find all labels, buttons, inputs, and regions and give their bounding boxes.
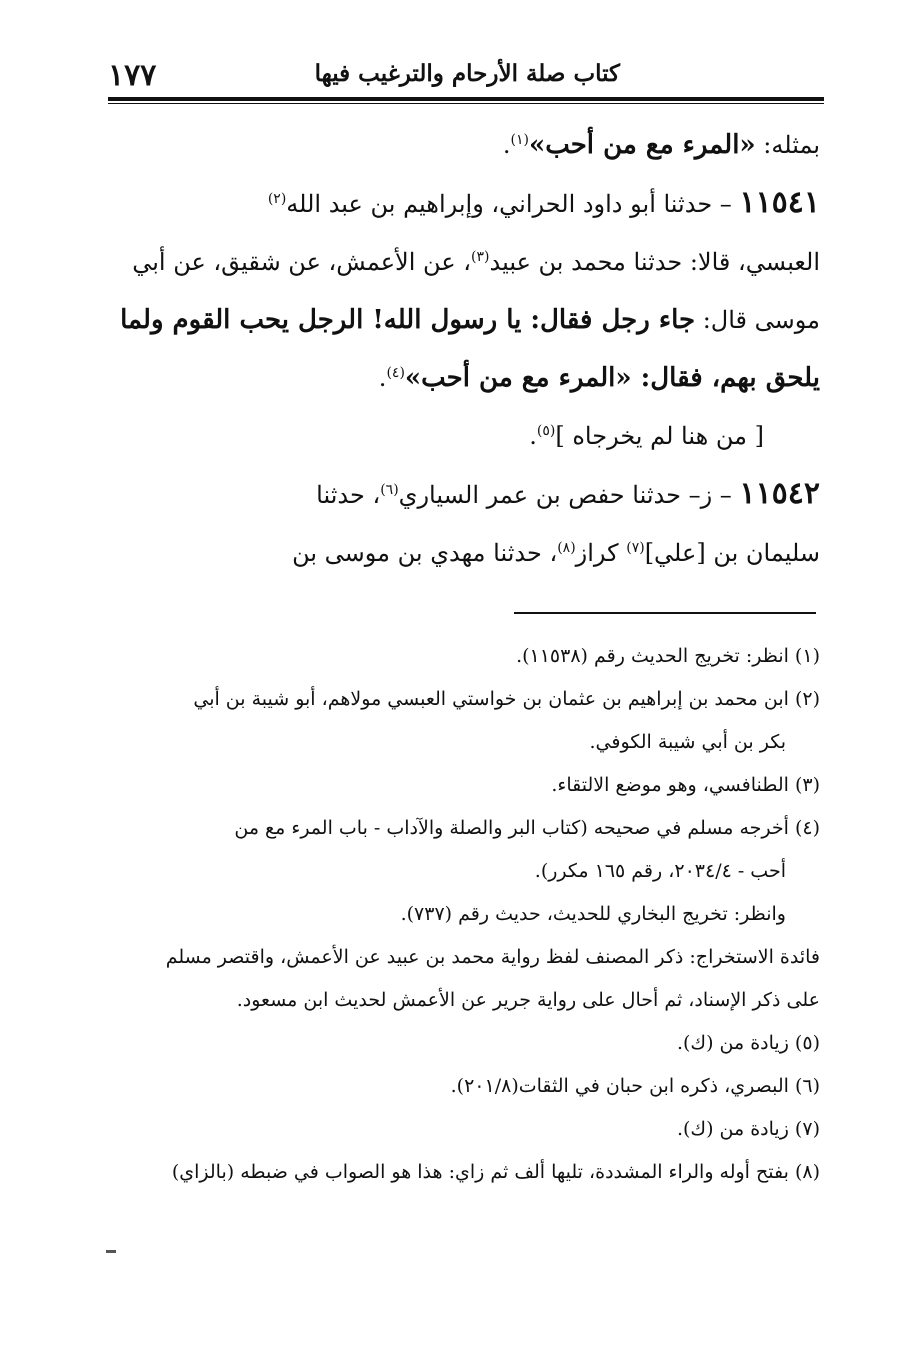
footnote-ref: (٢) bbox=[267, 191, 287, 207]
footnote-4-benefit: فائدة الاستخراج: ذكر المصنف لفظ رواية محمد بن عبيد عن الأعمش، واقتصر مسلم bbox=[165, 946, 820, 968]
footnote-4-cont: أحب - ٢٠٣٤/٤، رقم ١٦٥ مكرر). bbox=[534, 860, 786, 882]
footnote-ref: (٤) bbox=[386, 365, 405, 381]
footnote-ref: (٣) bbox=[471, 249, 490, 265]
text-line: يلحق بهم، فقال: «المرء مع من أحب»$^{(٤)}$. bbox=[378, 363, 820, 393]
footnote-4: (٤) أخرجه مسلم في صحيحه (كتاب البر والصلة والآداب - باب المرء مع من bbox=[234, 817, 820, 839]
footnote-1: (١) انظر: تخريج الحديث رقم (١١٥٣٨). bbox=[516, 645, 820, 667]
footnote-ref: (٨) bbox=[557, 540, 576, 556]
header-rule bbox=[108, 97, 824, 104]
hadith-number: ١١٥٤١ bbox=[739, 185, 820, 220]
footnote-ref: (١) bbox=[510, 132, 529, 148]
hadith-1542: ١١٥٤٢ – ز– حدثنا حفص بن عمر السياري$^{(٦)}$، حدثنا bbox=[316, 476, 820, 511]
footnote-7: (٧) زيادة من (ك). bbox=[676, 1118, 820, 1140]
footnote-4-benefit-cont: على ذكر الإسناد، ثم أحال على رواية جرير عن الأعمش لحديث ابن مسعود. bbox=[236, 989, 820, 1011]
page-header bbox=[108, 58, 824, 96]
text-line: موسى قال: جاء رجل فقال: يا رسول الله! الرجل يحب القوم ولما bbox=[120, 305, 820, 335]
continuation-mark bbox=[106, 1250, 116, 1253]
footnote-3: (٣) الطنافسي، وهو موضع الالتقاء. bbox=[551, 774, 820, 796]
footnote-5: (٥) زيادة من (ك). bbox=[676, 1032, 820, 1054]
page-number: ١٧٧ bbox=[108, 58, 157, 93]
footnote-8: (٨) بفتح أوله والراء المشددة، تليها ألف ثم زاي: هذا هو الصواب في ضبطه (بالزاي) bbox=[171, 1161, 820, 1183]
footnote-4-see-also: وانظر: تخريج البخاري للحديث، حديث رقم (٧٣٧). bbox=[400, 903, 786, 925]
footnote-divider bbox=[514, 612, 816, 614]
footnote-ref: (٥) bbox=[536, 423, 556, 439]
hadith-1541: ١١٥٤١ – حدثنا أبو داود الحراني، وإبراهيم بن عبد الله$^{(٢)}$ bbox=[267, 185, 820, 220]
footnote-ref: (٦) bbox=[380, 482, 399, 498]
footnote-6: (٦) البصري، ذكره ابن حبان في الثقات(٢٠١/٨). bbox=[450, 1075, 820, 1097]
hadith-number: ١١٥٤٢ bbox=[739, 476, 820, 511]
running-title: كتاب صلة الأرحام والترغيب فيها bbox=[314, 60, 620, 87]
footnotes bbox=[108, 635, 820, 1194]
footnote-ref: (٧) bbox=[626, 540, 645, 556]
text-line: العبسي، قالا: حدثنا محمد بن عبيد$^{(٣)}$، عن الأعمش، عن شقيق، عن أبي bbox=[132, 248, 820, 276]
footnote-2: (٢) ابن محمد بن إبراهيم بن عثمان بن خواستي العبسي مولاهم، أبو شيبة بن أبي bbox=[193, 688, 820, 710]
text-line: بمثله: «المرء مع من أحب»$^{(١)}$. bbox=[502, 130, 820, 160]
main-text bbox=[108, 116, 820, 582]
text-line: سليمان بن [علي]$^{(٧)}$ كراز$^{(٨)}$، حدثنا مهدي بن موسى بن bbox=[292, 539, 820, 567]
footnote-2-cont: بكر بن أبي شيبة الكوفي. bbox=[589, 731, 786, 753]
editor-note: [ من هنا لم يخرجاه ]$^{(٥)}$. bbox=[529, 422, 764, 450]
